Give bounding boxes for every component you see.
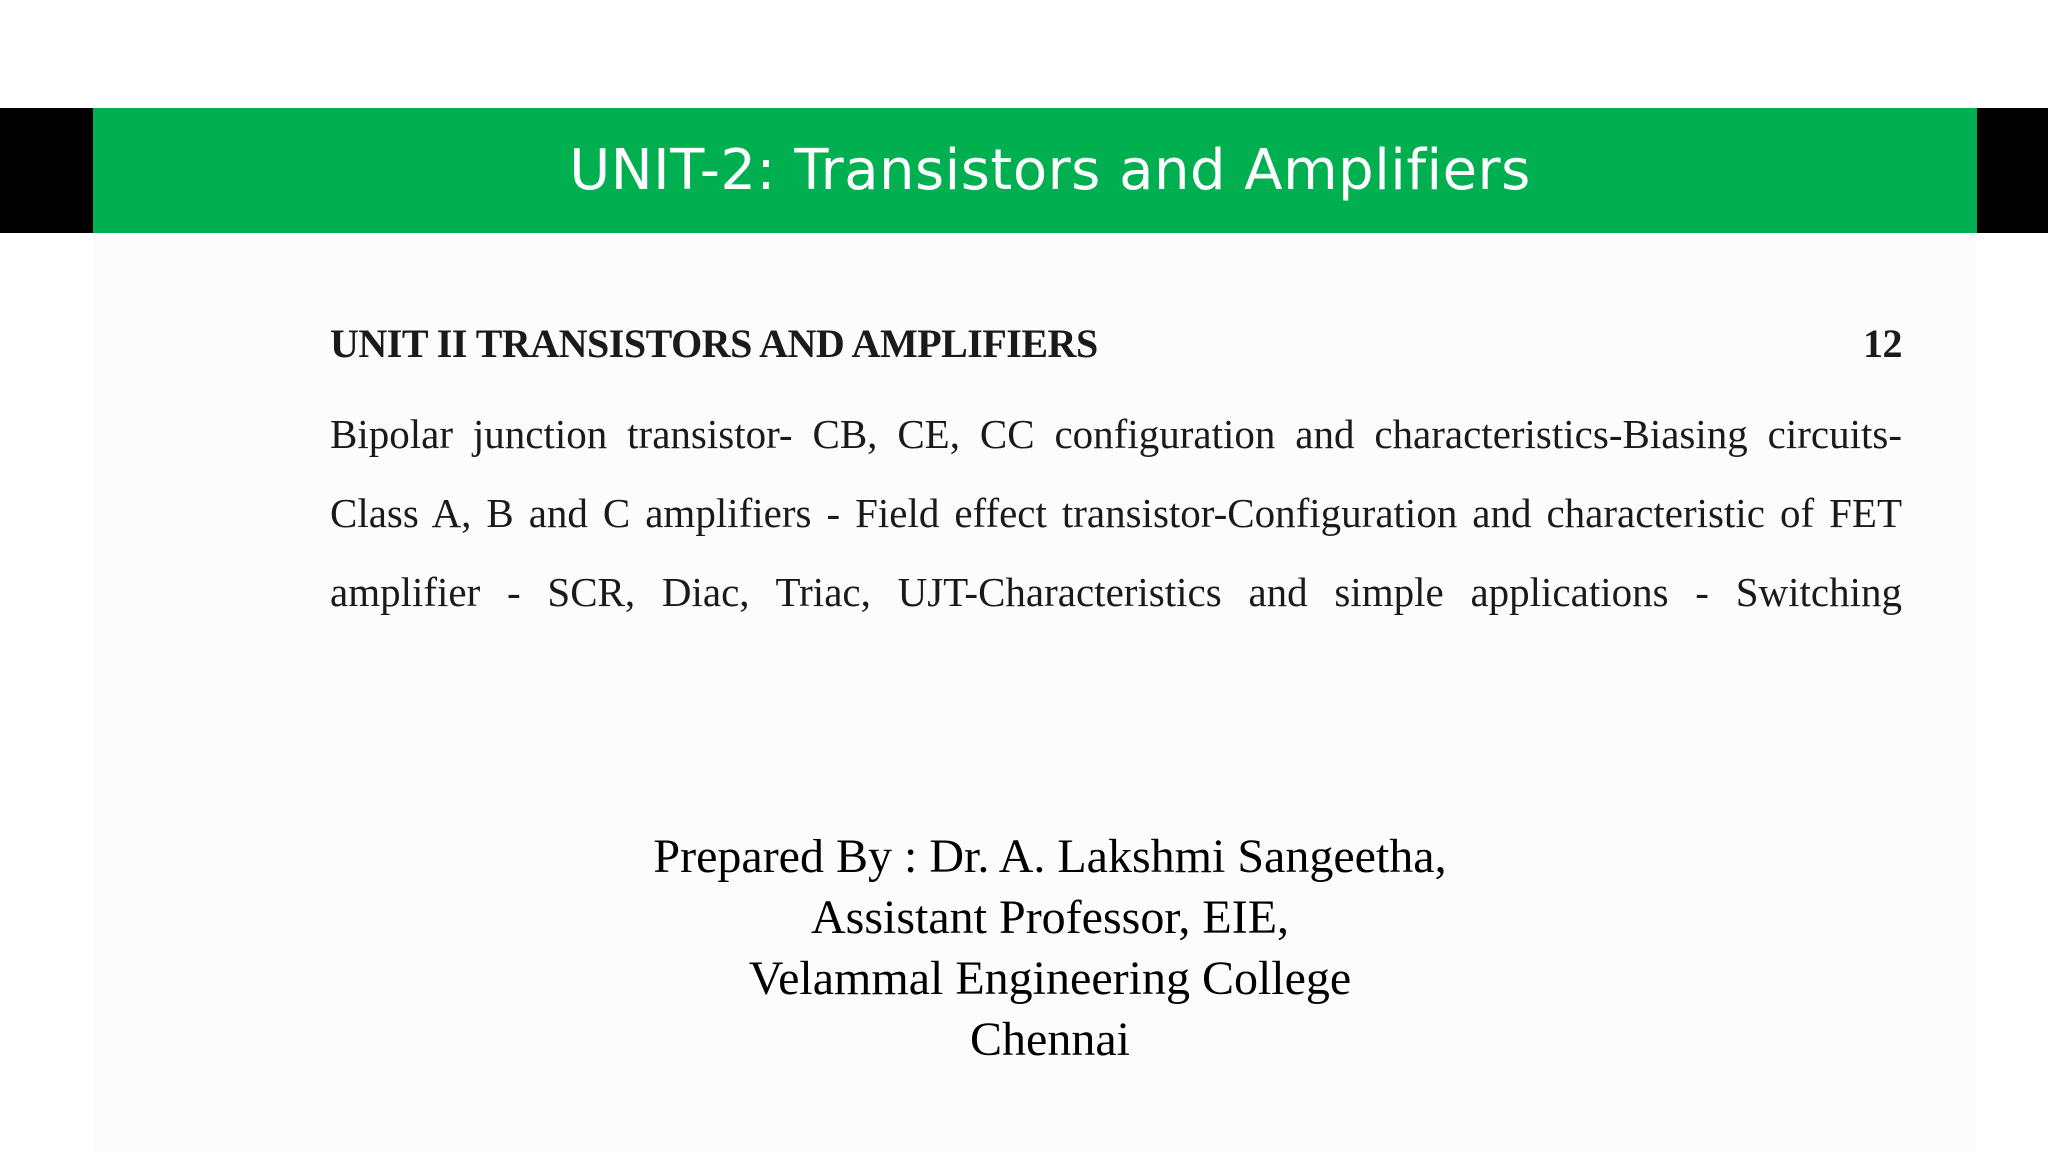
- syllabus-heading-row: [330, 320, 1902, 367]
- credits-author: Prepared By : Dr. A. Lakshmi Sangeetha,: [653, 830, 1447, 883]
- credits-city: Chennai: [970, 1013, 1130, 1066]
- credits-designation: Assistant Professor, EIE,: [810, 891, 1290, 944]
- syllabus-heading: UNIT II TRANSISTORS AND AMPLIFIERS: [330, 321, 1098, 366]
- title-band: [93, 108, 1977, 233]
- syllabus-line: Class A, B and C amplifiers - Field effect transistor-Configuration and characteristic of FET: [330, 490, 1902, 536]
- credits-institution: Velammal Engineering College: [748, 952, 1352, 1005]
- syllabus-line: amplifier - SCR, Diac, Triac, UJT-Characteristics and simple applications - Switching: [330, 569, 1902, 615]
- syllabus-hours: 12: [1863, 321, 1902, 366]
- syllabus-excerpt: [330, 320, 1902, 632]
- syllabus-line: Bipolar junction transistor- CB, CE, CC configuration and characteristics-Biasing circuits-: [330, 411, 1902, 457]
- syllabus-body: [330, 395, 1902, 632]
- credits-block: [0, 826, 2048, 1070]
- slide-title: UNIT-2: Transistors and Amplifiers: [569, 138, 1531, 203]
